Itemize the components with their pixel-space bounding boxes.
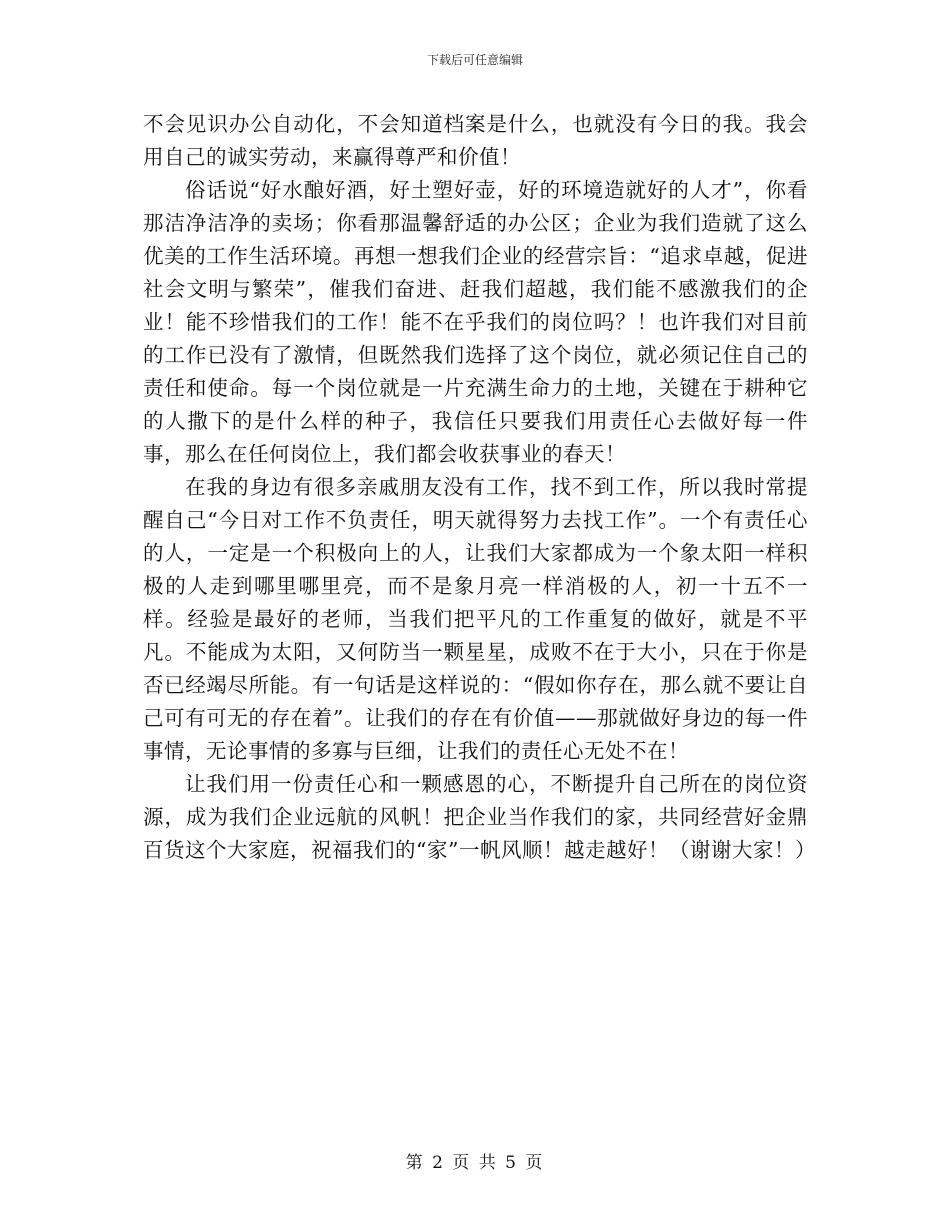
paragraph-continuation: 不会见识办公自动化，不会知道档案是什么，也就没有今日的我。我会用自己的诚实劳动，来赢得尊严和价值！ — [143, 112, 808, 169]
page-header: 下载后可任意编辑 — [426, 53, 523, 67]
paragraph: 让我们用一份责任心和一颗感恩的心，不断提升自己所在的岗位资源，成为我们企业远航的风帆！把企业当作我们的家，共同经营好金鼎百货这个大家庭，祝福我们的“家”一帆风顺！越走越好！（谢谢大家！） — [143, 772, 816, 862]
paragraph: 在我的身边有很多亲戚朋友没有工作，找不到工作，所以我时常提醒自己“今日对工作不负责任，明天就得努力去找工作”。一个有责任心的人，一定是一个积极向上的人，让我们大家都成为一个象太阳一样积极的人走到哪里哪里亮，而不是象月亮一样消极的人，初一十五不一样。经验是最好的老师，当我们把平凡的工作重复的做好，就是不平凡。不能成为太阳，又何防当一颗星星，成败不在于大小，只在于你是否已经竭尽所能。有一句话是这样说的：“假如你存在，那么就不要让自己可有可无的存在着”。让我们的存在有价值——那就做好身边的每一件事情，无论事情的多寡与巨细，让我们的责任心无处不在！ — [143, 475, 808, 763]
paragraph: 俗话说“好水酿好酒，好土塑好壶，好的环境造就好的人才”，你看那洁净洁净的卖场；你看那温馨舒适的办公区；企业为我们造就了这么优美的工作生活环境。再想一想我们企业的经营宗旨：“追求卓越，促进社会文明与繁荣”，催我们奋进、赶我们超越，我们能不感激我们的企业！能不珍惜我们的工作！能不在乎我们的岗位吗？！也许我们对目前的工作已没有了激情，但既然我们选择了这个岗位，就必须记住自己的责任和使命。每一个岗位就是一片充满生命力的土地，关键在于耕种它的人撒下的是什么样的种子，我信任只要我们用责任心去做好每一件事，那么在任何岗位上，我们都会收获事业的春天！ — [143, 178, 808, 466]
page-number-footer: 第 2 页 共 5 页 — [405, 1153, 545, 1173]
document-body — [143, 108, 816, 867]
